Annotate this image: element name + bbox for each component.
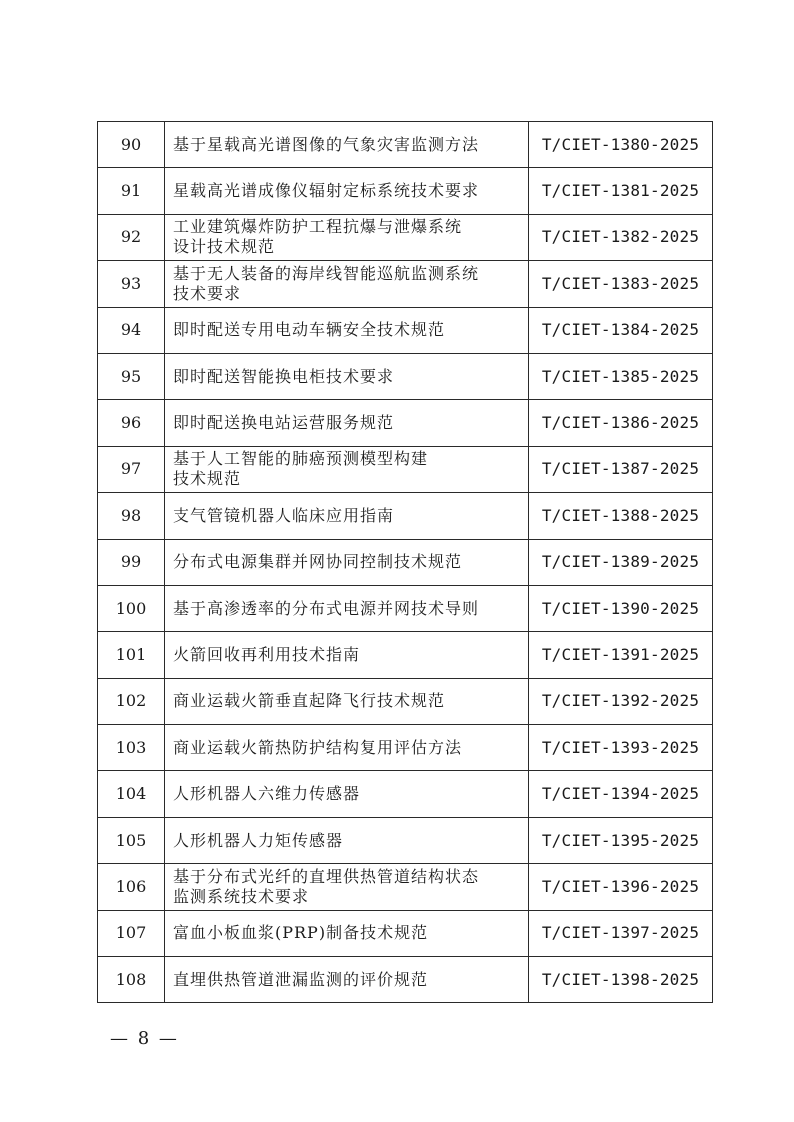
row-number: 106 bbox=[98, 864, 165, 910]
table-body bbox=[98, 122, 713, 1003]
standard-title-cell bbox=[165, 817, 529, 863]
row-number: 99 bbox=[98, 539, 165, 585]
table-row bbox=[98, 864, 713, 910]
table-row bbox=[98, 539, 713, 585]
standard-title-cell bbox=[165, 678, 529, 724]
row-number: 98 bbox=[98, 493, 165, 539]
page-number: — 8 — bbox=[110, 1028, 179, 1049]
table-row bbox=[98, 678, 713, 724]
row-number: 105 bbox=[98, 817, 165, 863]
standard-code: T/CIET-1381-2025 bbox=[529, 168, 713, 214]
standard-title-cell bbox=[165, 122, 529, 168]
standard-title: 人形机器人力矩传感器 bbox=[173, 830, 344, 850]
standard-title-cell bbox=[165, 307, 529, 353]
row-number: 92 bbox=[98, 214, 165, 260]
standard-title: 分布式电源集群并网协同控制技术规范 bbox=[173, 552, 463, 572]
standard-title-cell bbox=[165, 446, 529, 492]
standard-title: 工业建筑爆炸防护工程抗爆与泄爆系统 设计技术规范 bbox=[173, 217, 463, 257]
standard-title: 支气管镜机器人临床应用指南 bbox=[173, 505, 395, 525]
standard-title-cell bbox=[165, 539, 529, 585]
standard-title: 即时配送智能换电柜技术要求 bbox=[173, 366, 395, 386]
standard-title: 基于分布式光纤的直埋供热管道结构状态 监测系统技术要求 bbox=[173, 866, 480, 906]
standard-code: T/CIET-1391-2025 bbox=[529, 632, 713, 678]
row-number: 101 bbox=[98, 632, 165, 678]
standards-table bbox=[97, 121, 713, 1003]
standard-title: 基于人工智能的肺癌预测模型构建 技术规范 bbox=[173, 449, 429, 489]
table-row bbox=[98, 585, 713, 631]
standard-title: 即时配送换电站运营服务规范 bbox=[173, 413, 395, 433]
table-row bbox=[98, 214, 713, 260]
standard-code: T/CIET-1390-2025 bbox=[529, 585, 713, 631]
table-row bbox=[98, 493, 713, 539]
table-row bbox=[98, 261, 713, 307]
table-row bbox=[98, 400, 713, 446]
standard-title-cell bbox=[165, 957, 529, 1003]
table-row bbox=[98, 957, 713, 1003]
standard-title: 人形机器人六维力传感器 bbox=[173, 784, 361, 804]
table-row bbox=[98, 122, 713, 168]
table-row bbox=[98, 632, 713, 678]
standard-title: 星载高光谱成像仪辐射定标系统技术要求 bbox=[173, 181, 480, 201]
standard-title-cell bbox=[165, 493, 529, 539]
row-number: 107 bbox=[98, 910, 165, 956]
standard-code: T/CIET-1385-2025 bbox=[529, 353, 713, 399]
standard-code: T/CIET-1389-2025 bbox=[529, 539, 713, 585]
row-number: 103 bbox=[98, 725, 165, 771]
table-row bbox=[98, 817, 713, 863]
standard-title: 直埋供热管道泄漏监测的评价规范 bbox=[173, 969, 429, 989]
standard-title: 火箭回收再利用技术指南 bbox=[173, 644, 361, 664]
standard-code: T/CIET-1394-2025 bbox=[529, 771, 713, 817]
row-number: 100 bbox=[98, 585, 165, 631]
standard-title-cell bbox=[165, 261, 529, 307]
standard-code: T/CIET-1397-2025 bbox=[529, 910, 713, 956]
standard-title: 商业运载火箭热防护结构复用评估方法 bbox=[173, 737, 463, 757]
standard-title-cell bbox=[165, 214, 529, 260]
row-number: 94 bbox=[98, 307, 165, 353]
standard-title: 即时配送专用电动车辆安全技术规范 bbox=[173, 320, 446, 340]
standard-title-cell bbox=[165, 725, 529, 771]
row-number: 95 bbox=[98, 353, 165, 399]
standard-code: T/CIET-1382-2025 bbox=[529, 214, 713, 260]
standard-title: 基于高渗透率的分布式电源并网技术导则 bbox=[173, 598, 480, 618]
standard-code: T/CIET-1392-2025 bbox=[529, 678, 713, 724]
standard-title-cell bbox=[165, 632, 529, 678]
table-row bbox=[98, 910, 713, 956]
standard-code: T/CIET-1384-2025 bbox=[529, 307, 713, 353]
table-row bbox=[98, 353, 713, 399]
row-number: 96 bbox=[98, 400, 165, 446]
standard-code: T/CIET-1395-2025 bbox=[529, 817, 713, 863]
standard-code: T/CIET-1386-2025 bbox=[529, 400, 713, 446]
standard-title-cell bbox=[165, 771, 529, 817]
standard-title-cell bbox=[165, 585, 529, 631]
row-number: 97 bbox=[98, 446, 165, 492]
standard-code: T/CIET-1383-2025 bbox=[529, 261, 713, 307]
standard-title-cell bbox=[165, 864, 529, 910]
table-row bbox=[98, 725, 713, 771]
standard-title-cell bbox=[165, 910, 529, 956]
table-row bbox=[98, 771, 713, 817]
row-number: 104 bbox=[98, 771, 165, 817]
table-row bbox=[98, 168, 713, 214]
row-number: 90 bbox=[98, 122, 165, 168]
standard-title: 基于星载高光谱图像的气象灾害监测方法 bbox=[173, 134, 480, 154]
row-number: 102 bbox=[98, 678, 165, 724]
standard-title-cell bbox=[165, 400, 529, 446]
standard-code: T/CIET-1393-2025 bbox=[529, 725, 713, 771]
standard-title: 商业运载火箭垂直起降飞行技术规范 bbox=[173, 691, 446, 711]
standard-code: T/CIET-1398-2025 bbox=[529, 957, 713, 1003]
row-number: 93 bbox=[98, 261, 165, 307]
standard-code: T/CIET-1387-2025 bbox=[529, 446, 713, 492]
table-row bbox=[98, 307, 713, 353]
standard-title: 基于无人装备的海岸线智能巡航监测系统 技术要求 bbox=[173, 263, 480, 303]
standard-title-cell bbox=[165, 353, 529, 399]
standard-title-cell bbox=[165, 168, 529, 214]
standard-code: T/CIET-1396-2025 bbox=[529, 864, 713, 910]
row-number: 91 bbox=[98, 168, 165, 214]
table-row bbox=[98, 446, 713, 492]
standard-code: T/CIET-1380-2025 bbox=[529, 122, 713, 168]
row-number: 108 bbox=[98, 957, 165, 1003]
standard-title: 富血小板血浆(PRP)制备技术规范 bbox=[173, 923, 429, 943]
standard-code: T/CIET-1388-2025 bbox=[529, 493, 713, 539]
